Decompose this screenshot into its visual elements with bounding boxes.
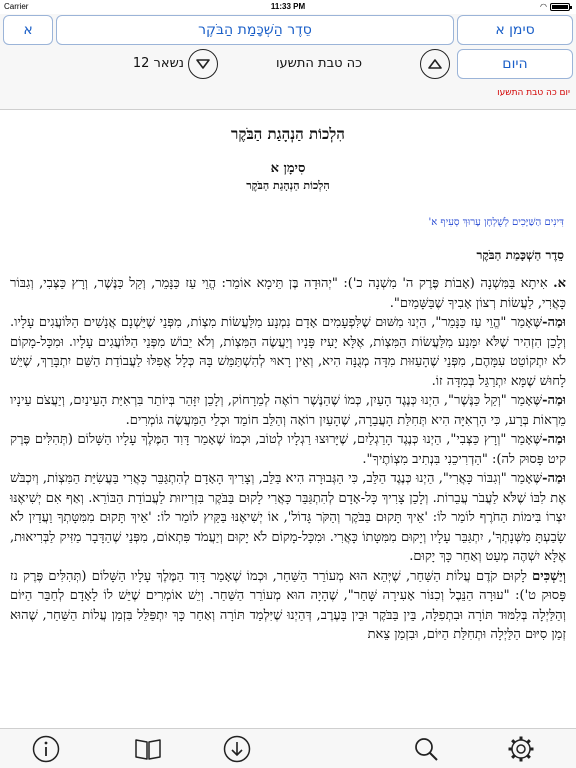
paragraph-lead-word: וּמַה- <box>542 393 566 408</box>
paragraph-lead-word: וּמַה- <box>542 315 566 330</box>
paragraph-lead-word: א. <box>553 276 566 291</box>
paragraph-lead-word: וּמַה- <box>542 471 566 486</box>
carrier-label: Carrier <box>4 2 29 11</box>
halacha-paragraph <box>10 391 566 430</box>
seif-letter-button[interactable]: א <box>3 15 53 45</box>
paragraph-text: שֶּׁאָמַר "הֱוֵי עַז כַּנָּמֵר", הַיְנוּ מִשּׁוּם שֶׁלִּפְעָמִים אָדָם נִמְנָע מִלַּעֲשׂוֹת מִצְוֹת, מִפְּנֵי שֶׁיֵּשְׁנָם אֲנָשִׁים הַלּוֹעֲגִים עָלָיו. וְלָכֵן הִזְהִיר שֶׁלֹּא יִמָּנַע מִלַּעֲשׂוֹת הַמִּצְוֹת, אֶלָּא יָעִיז פָּנָיו וְיַעֲשֶׂה הַמִּצְוֹת, וְלֹא יֵבוֹשׁ מִפְּנֵי הַלּוֹעֲגִים עָלָיו. וּמִכָּל-מָקוֹם לֹא יִתְקוֹטֵט עִמָּהֶם, מִפְּנֵי שֶׁהָעַזּוּת מִדָּה מְגֻנָּה הִיא, וְאֵין רָאוּי לְהִשְׁתַּמֵּשׁ בָּהּ כְּלָל אֲפִלּוּ לַעֲבוֹדַת הַשֵּׁם יִתְבָּרַךְ, שֶׁיֵּשׁ לָחוּשׁ שֶׁמָּא יִתְרַגֵּל בְּמִדָּה זוֹ. <box>10 315 566 389</box>
paragraph-lead-word: וְיַשְׁכִּים <box>532 568 566 584</box>
download-icon[interactable] <box>221 733 253 765</box>
halacha-content[interactable] <box>0 111 576 728</box>
wifi-icon: ◠ <box>540 2 547 11</box>
today-date-label: יום כה טבת התשעו <box>497 88 570 98</box>
previous-day-button[interactable] <box>420 49 450 79</box>
halacha-paragraph <box>10 430 566 469</box>
paragraph-text: לָקוּם קֹדֶם עֲלוֹת הַשַּׁחַר, שֶׁיְּהֵא הוּא מְעוֹרֵר הַשַּׁחַר, וּכְמוֹ שֶׁאָמַר דָּוִד הַמֶּלֶךְ עָלָיו הַשָּׁלוֹם (תְּהִלִּים פֶּרֶק נז פָּסוּק ט'): "עוּרָה הַנֵּבֶל וְכִנּוֹר אָעִירָה שָּׁחַר", שֶׁהָיָה הוּא מְעוֹרֵר הַשַּׁחַר. וְיֵשׁ אוֹמְרִים שֶׁיֵּשׁ לוֹ לָאָדָם לְחַבֵּר הַיּוֹם וְהַלַּיְלָה בְּלִמּוּד תּוֹרָה וּבִתְפִלָּה, בֵּין בַּבֹּקֶר וּבֵין בָּעֶרֶב, דְּהַיְנוּ שֶׁיִּלְמַד תּוֹרָה וְאַחַר כָּךְ יִתְפַּלֵּל בִּזְמַן עֲלוֹת הַשַּׁחַר, שֶׁהוּא זְמַן סִיּוּם הַלַּיְלָה וּתְחִלַּת הַיּוֹם, וּבִזְמַן צֵאת <box>10 568 566 642</box>
book-icon[interactable] <box>132 733 164 765</box>
info-icon[interactable] <box>30 733 62 765</box>
section-heading: סֵדֶר הַשְׁכָּמַת הַבֹּקֶר <box>476 248 564 262</box>
battery-icon <box>550 3 570 11</box>
status-indicators <box>540 2 570 11</box>
shulchan-aruch-link[interactable]: דִּינִים הַשַּׁיָּכִים לְשֻׁלְחָן עָרוּךְ סְעִיף א' <box>428 217 564 228</box>
top-toolbar <box>0 14 576 110</box>
bottom-toolbar <box>0 728 576 768</box>
today-button[interactable]: היום <box>457 49 573 79</box>
halacha-body <box>10 274 566 645</box>
paragraph-text: שֶּׁאָמַר "וְקַל כַּנֶּשֶׁר", הַיְנוּ כְּנֶגֶד הָעַיִן, כְּמוֹ שֶׁהַנֶּשֶׁר רוֹאֶה לְמֵרָחוֹק, וְלָכֵן יִזָּהֵר בְּיוֹתֵר בִּרְאִיַּת הָעֵינַיִם, וְיַעֲצֹם עֵינָיו מֵרְאוֹת בְּרָע, כִּי הָרְאִיָּה הִיא תְּחִלַּת הָעֲבֵרָה, שֶׁהָעַיִן רוֹאָה וְהַלֵּב חוֹמֵד וּכְלֵי הַמַּעֲשֶׂה גּוֹמְרִים. <box>10 393 566 428</box>
chevron-down-icon <box>195 57 211 71</box>
remaining-count: נשאר 12 <box>132 56 184 71</box>
halacha-paragraph <box>10 567 566 645</box>
halacha-paragraph <box>10 274 566 313</box>
battery-level <box>552 5 568 9</box>
date-navigator <box>0 49 456 79</box>
siman-selector-button[interactable]: סימן א <box>457 15 573 45</box>
status-time: 11:33 PM <box>270 2 306 11</box>
halacha-paragraph <box>10 469 566 567</box>
chapter-title: הִלְכוֹת הַנְהָגַת הַבֹּקֶר <box>231 125 345 143</box>
paragraph-text: שֶּׁאָמַר "וְרָץ כַּצְּבִי", הַיְנוּ כְּנֶגֶד הָרַגְלַיִם, שֶׁיָּרוּצוּ רַגְלָיו לְטוֹב, וּכְמוֹ שֶׁאָמַר דָּוִד הַמֶּלֶךְ עָלָיו הַשָּׁלוֹם (תְּהִלִּים פֶּרֶק קיט פָּסוּק לה): "הַדְרִיכֵנִי בִּנְתִיב מִצְוֹתֶיךָ". <box>10 432 566 467</box>
siman-subtitle: הִלְכוֹת הַנְהָגַת הַבֹּקֶר <box>246 179 330 192</box>
next-day-button[interactable] <box>188 49 218 79</box>
paragraph-text: שֶּׁאָמַר "וְגִבּוֹר כָּאֲרִי", הַיְנוּ כְּנֶגֶד הַלֵּב, כִּי הַגְּבוּרָה הִיא בַּלֵּב, וְצָרִיךְ הָאָדָם לְהִתְגַּבֵּר כָּאֲרִי בַּעֲשִׂיַּת הַמִּצְוֹת, וְיִכְבֹּשׁ אֶת לִבּוֹ שֶׁלֹּא לַעֲבֹר עֲבֵרוֹת. וְלָכֵן צָרִיךְ כָּל-אָדָם לְהִתְגַּבֵּר כָּאֲרִי לָקוּם בַּבֹּקֶר בִּזְרִיזוּת לַעֲבוֹדַת הַבּוֹרֵא. וְאַף אִם יְשִׁיאֶנּוּ יִצְרוֹ בִּימוֹת הַחֹרֶף לוֹמַר לוֹ: 'אֵיךְ תָּקוּם בַּבֹּקֶר וְהַקֹּר גָּדוֹל', אוֹ יְשִׁיאֶנּוּ בַּקַּיִץ לוֹמַר לוֹ: 'אֵיךְ תָּקוּם מִמִּטָּתְךָ וַעֲדַיִן לֹא שָׂבַעְתָּ מִשְּׁנָתְךָ', יִתְגַּבֵּר עָלָיו וְיָקוּם מִמִּטָּתוֹ כָּאֲרִי. וּמִכָּל-מָקוֹם לֹא יָקוּם וְיַעֲמֹד פִּתְאוֹם, מִפְּנֵי שֶׁהַדָּבָר מַזִּיק לַבְּרִיאוּת, אֶלָּא יִשְׁהֶה מְעַט וְאַחַר כָּךְ יָקוּם. <box>10 471 566 564</box>
seder-selector-button[interactable]: סֵדֶר הַשְׁכָּמַת הַבֹּקֶר <box>56 15 454 45</box>
siman-title: סִימָן א <box>270 161 306 176</box>
search-icon[interactable] <box>410 733 442 765</box>
status-bar <box>0 0 576 14</box>
paragraph-text: אִיתָא בַּמִּשְׁנָה (אָבוֹת פֶּרֶק ה' מִשְׁנָה כ'): "יְהוּדָה בֶּן תֵּימָא אוֹמֵר: הֱוֵי עַז כַּנָּמֵר, וְקַל כַּנֶּשֶׁר, וְרָץ כַּצְּבִי, וְגִבּוֹר כָּאֲרִי, לַעֲשׂוֹת רְצוֹן אָבִיךָ שֶׁבַּשָּׁמַיִם". <box>10 276 566 311</box>
gear-icon[interactable] <box>505 733 537 765</box>
halacha-paragraph <box>10 313 566 391</box>
chevron-up-icon <box>427 57 443 71</box>
hebrew-date: כה טבת התשעו <box>275 56 363 71</box>
paragraph-lead-word: וּמַה- <box>542 432 566 447</box>
